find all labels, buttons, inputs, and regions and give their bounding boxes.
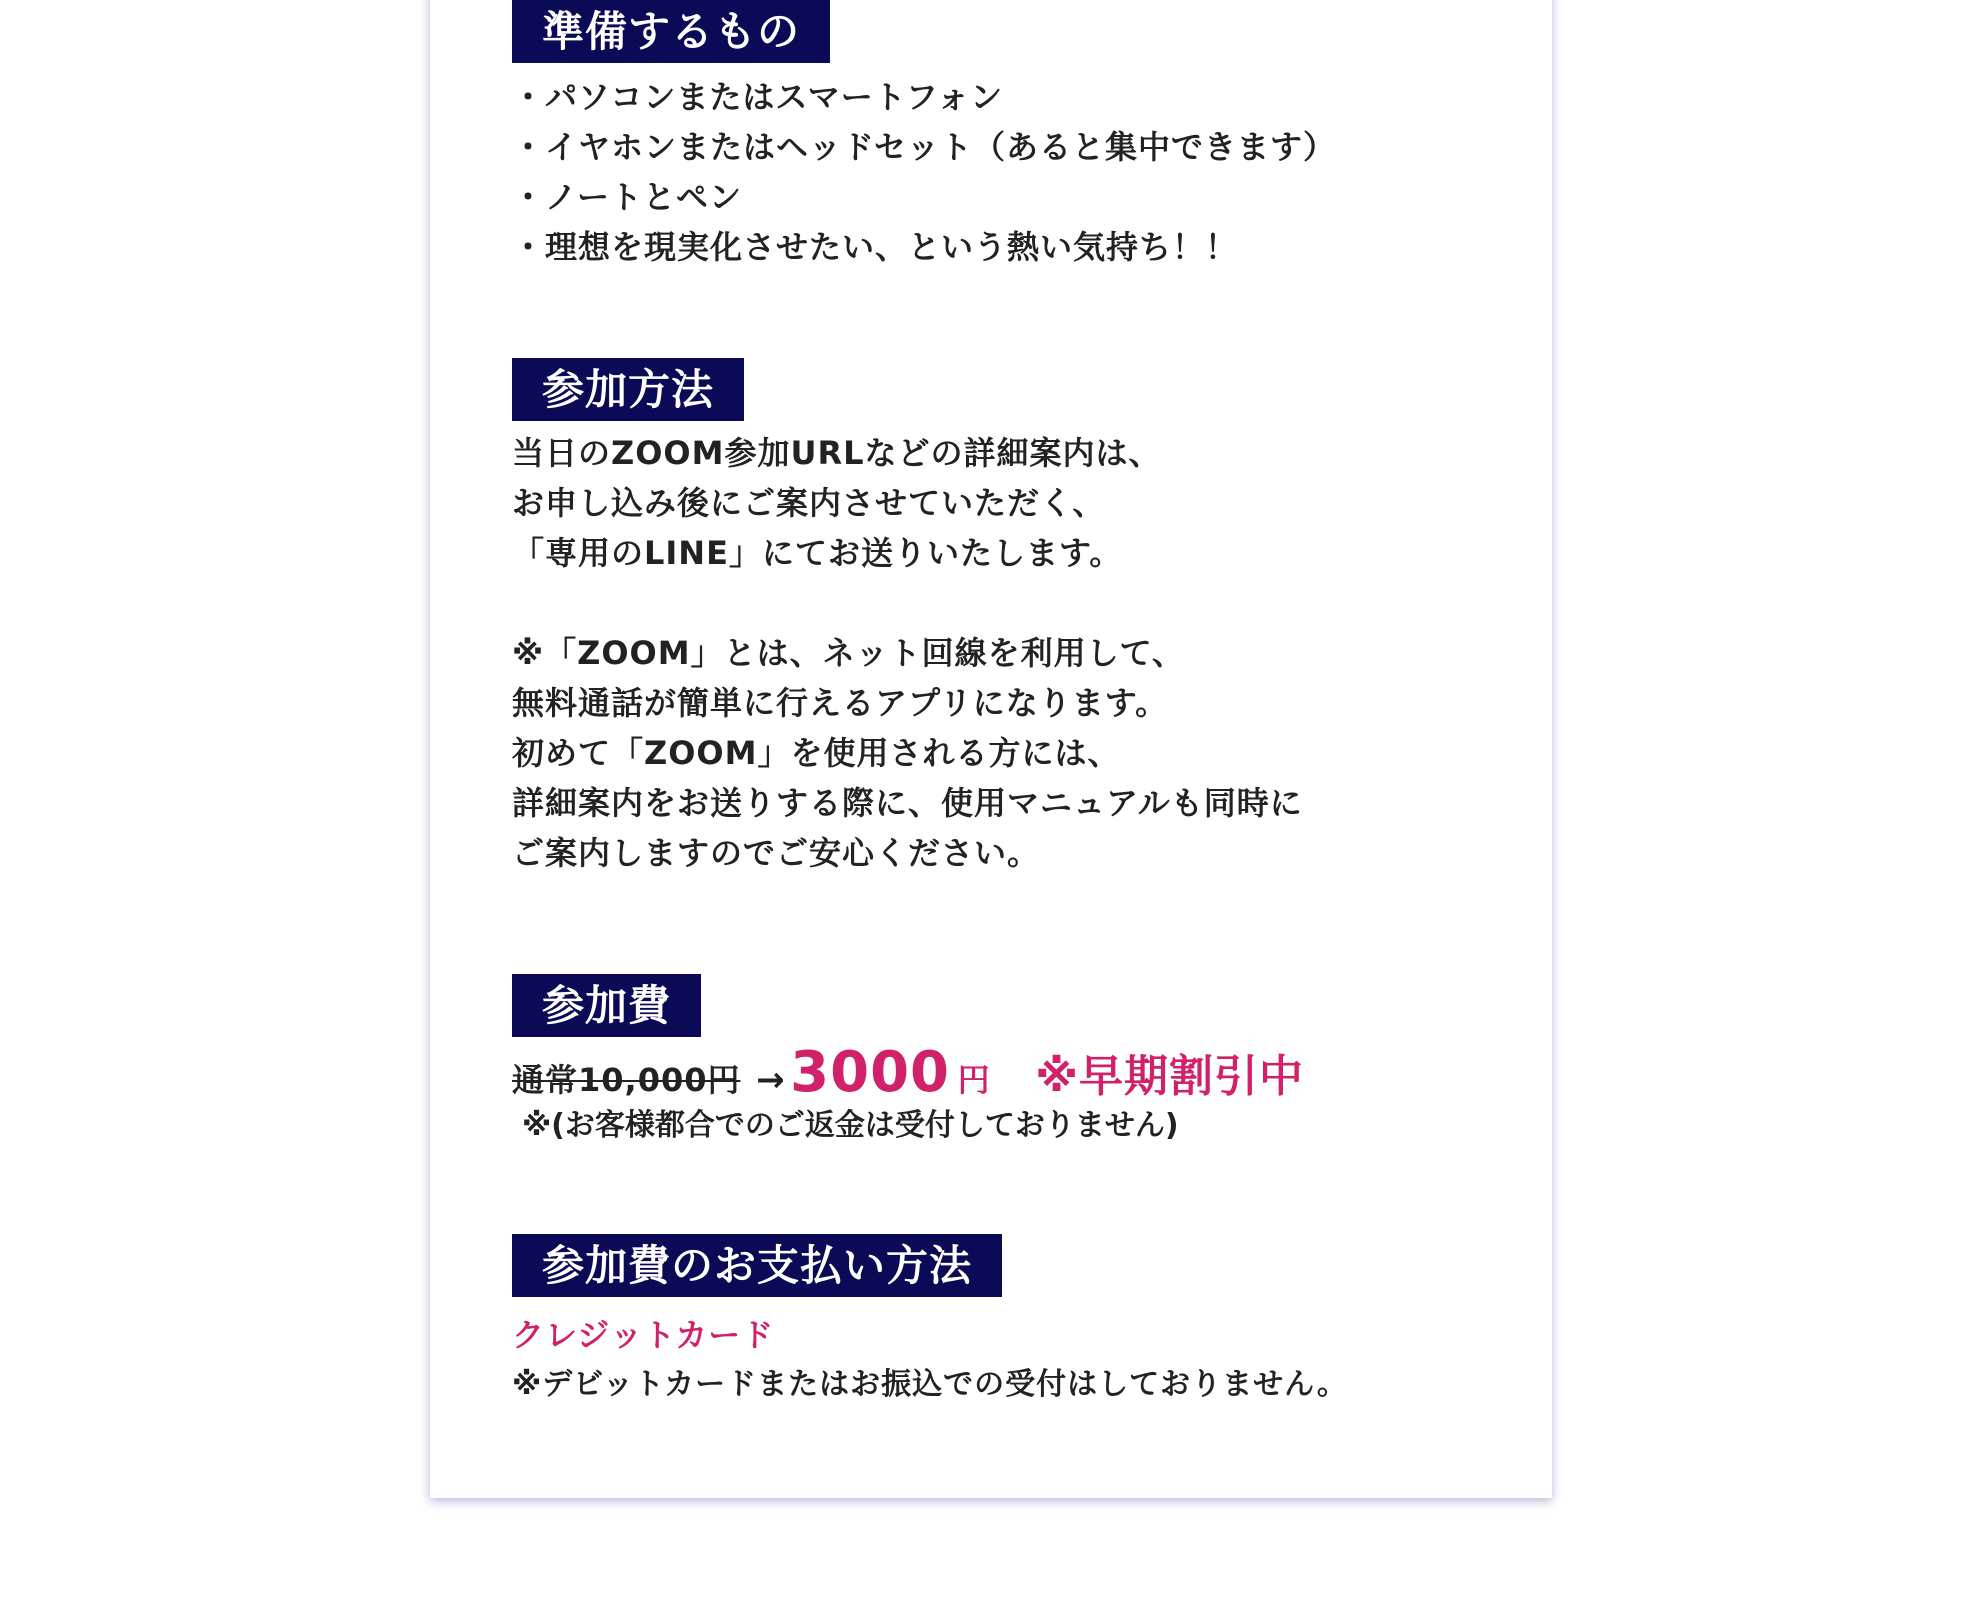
text-line: 初めて「ZOOM」を使用される方には、 [512, 734, 1121, 772]
list-item: ・パソコンまたはスマートフォン [512, 78, 1004, 116]
text-line: 無料通話が簡単に行えるアプリになります。 [512, 684, 1169, 722]
discount-price: 3000 [790, 1040, 951, 1105]
info-card [430, 0, 1552, 1498]
text-line: 詳細案内をお送りする際に、使用マニュアルも同時に [512, 784, 1303, 822]
paragraph-gap [512, 578, 1303, 628]
list-item: ・ノートとペン [512, 178, 743, 216]
payment-method: クレジットカード [512, 1316, 775, 1354]
refund-note: ※(お客様都合でのご返金は受付しておりません) [522, 1108, 1179, 1143]
prepare-heading: 準備するもの [512, 0, 830, 63]
prepare-list [512, 72, 1336, 272]
text-line: ご案内しますのでご安心ください。 [512, 834, 1041, 872]
text-line: 当日のZOOM参加URLなどの詳細案内は、 [512, 434, 1162, 472]
text-line: お申し込み後にご案内させていただく、 [512, 484, 1106, 522]
early-discount-label: ※早期割引中 [1035, 1051, 1304, 1102]
join-heading: 参加方法 [512, 358, 744, 421]
list-item: ・理想を現実化させたい、という熱い気持ち！！ [512, 228, 1239, 266]
arrow-icon: → [756, 1060, 785, 1100]
list-item: ・イヤホンまたはヘッドセット（あると集中できます） [512, 128, 1337, 166]
price-unit: 円 [957, 1061, 990, 1099]
fee-price-row [512, 1040, 1304, 1105]
fee-heading: 参加費 [512, 974, 701, 1037]
payment-note: ※デビットカードまたはお振込での受付はしておりません。 [512, 1367, 1348, 1402]
join-description [512, 428, 1303, 878]
payment-heading: 参加費のお支払い方法 [512, 1234, 1002, 1297]
text-line: ※「ZOOM」とは、ネット回線を利用して、 [512, 634, 1185, 672]
text-line: 「専用のLINE」にてお送りいたします。 [512, 534, 1123, 572]
regular-price: 通常10,000円 [512, 1061, 741, 1099]
